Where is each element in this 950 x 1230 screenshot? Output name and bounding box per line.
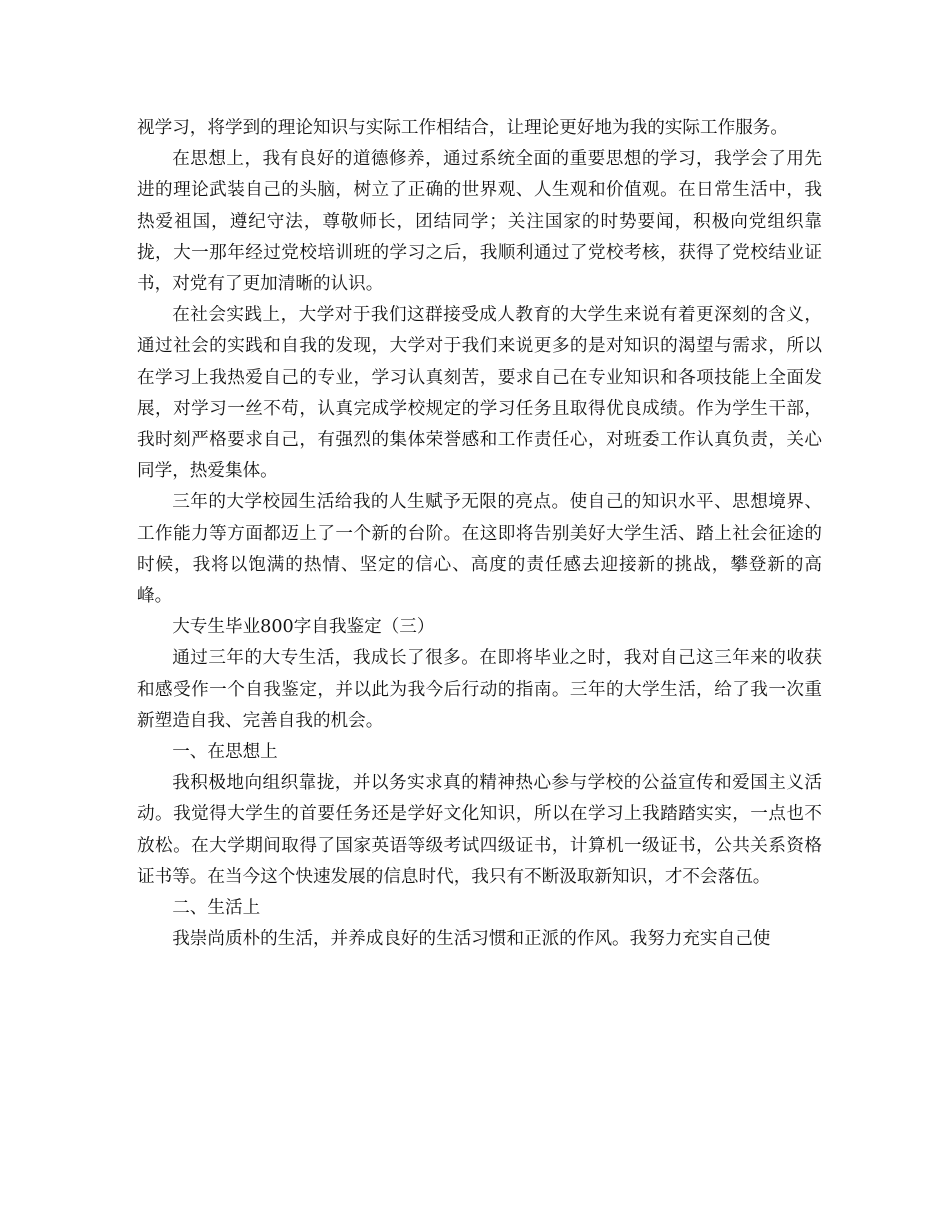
paragraph-social-practice: 在社会实践上，大学对于我们这群接受成人教育的大学生来说有着更深刻的含义，通过社会的实践和自我的发现，大学对于我们来说更多的是对知识的渴望与需求，所以在学习上我热爱自己的专业，学习认真刻苦，要求自己在专业知识和各项技能上全面发展，对学习一丝不苟，认真完成学校规定的学习任务且取得优良成绩。作为学生干部，我时刻严格要求自己，有强烈的集体荣誉感和工作责任心，对班委工作认真负责，关心同学，热爱集体。 [137,305,822,482]
subheading-life: 二、生活上 [172,898,261,919]
paragraph-thought: 我积极地向组织靠拢，并以务实求真的精神热心参与学校的公益宣传和爱国主义活动。我觉得大学生的首要任务还是学好文化知识，所以在学习上我踏踏实实，一点也不放松。在大学期间取得了国家英语等级考试四级证书，计算机一级证书，公共关系资格证书等。在当今这个快速发展的信息时代，我只有不断汲取新知识，才不会落伍。 [137,773,822,887]
paragraph-continuation: 视学习，将学到的理论知识与实际工作相结合，让理论更好地为我的实际工作服务。 [137,118,788,138]
section-heading: 大专生毕业800字自我鉴定（三） [172,617,435,638]
paragraph-life: 我崇尚质朴的生活，并养成良好的生活习惯和正派的作风。我努力充实自己使 [172,929,771,950]
paragraph-intro: 通过三年的大专生活，我成长了很多。在即将毕业之时，我对自己这三年来的收获和感受作一个自我鉴定，并以此为我今后行动的指南。三年的大学生活，给了我一次重新塑造自我、完善自我的机会。 [137,648,822,731]
document-body [137,113,822,955]
paragraph-campus-life: 三年的大学校园生活给我的人生赋予无限的亮点。使自己的知识水平、思想境界、工作能力等方面都迈上了一个新的台阶。在这即将告别美好大学生活、踏上社会征途的时候，我将以饱满的热情、坚定的信心、高度的责任感去迎接新的挑战，攀登新的高峰。 [137,492,822,607]
paragraph-ideology: 在思想上，我有良好的道德修养，通过系统全面的重要思想的学习，我学会了用先进的理论武装自己的头脑，树立了正确的世界观、人生观和价值观。在日常生活中，我热爱祖国，遵纪守法，尊敬师长，团结同学；关注国家的时势要闻，积极向党组织靠拢，大一那年经过党校培训班的学习之后，我顺利通过了党校考核，获得了党校结业证书，对党有了更加清晰的认识。 [137,149,822,295]
subheading-thought: 一、在思想上 [172,742,278,763]
